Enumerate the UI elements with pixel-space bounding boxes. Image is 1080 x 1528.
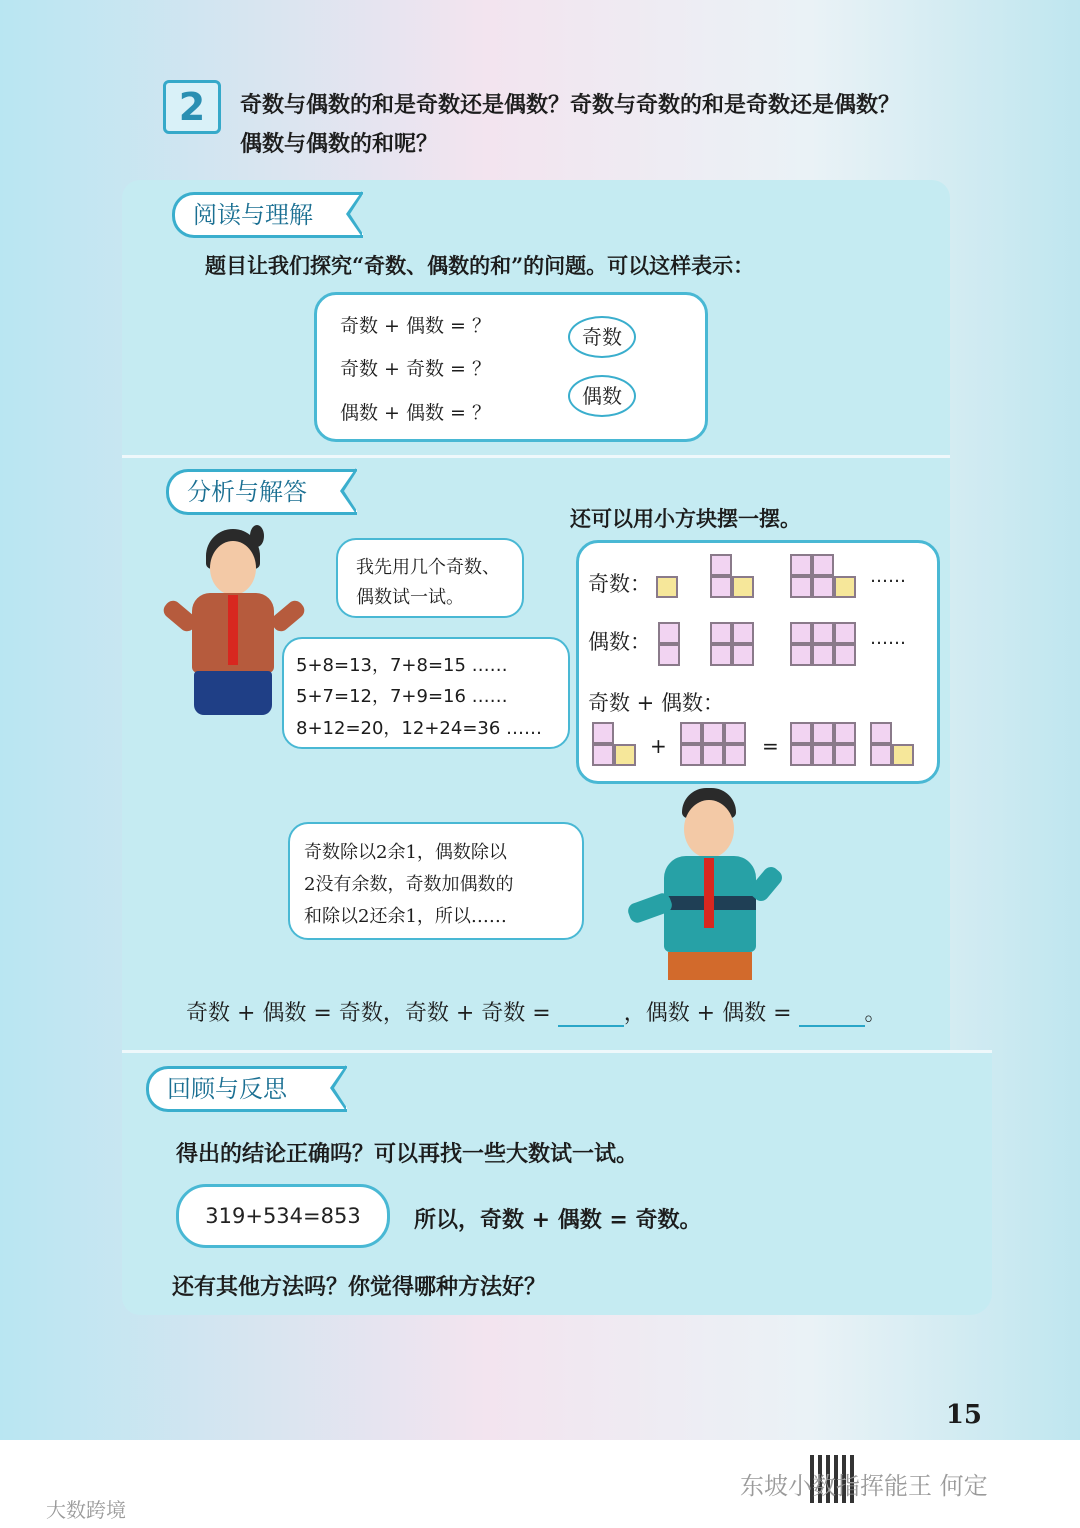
equation-even-even: 偶数 + 偶数 = ？ <box>340 402 491 424</box>
tab-notch <box>350 194 363 234</box>
review-equation: 319+534=853 <box>176 1184 390 1248</box>
page-number: 15 <box>945 1400 982 1430</box>
boy-speech-line3: 和除以2还余1，所以…… <box>304 906 507 927</box>
section-tab-review: 回顾与反思 <box>146 1066 347 1112</box>
boy-speech-line2: 2没有余数，奇数加偶数的 <box>304 874 514 895</box>
odd-dots: …… <box>870 566 906 587</box>
equation-odd-odd: 奇数 + 奇数 = ？ <box>340 358 491 380</box>
section-divider <box>122 1050 992 1053</box>
sum-plus-sign: + <box>650 734 667 758</box>
girl-speech-line2: 偶数试一试。 <box>356 587 464 608</box>
conclusion-line <box>186 996 887 1027</box>
conclusion-end: 。 <box>864 1001 887 1026</box>
boy-speech-line1: 奇数除以2余1，偶数除以 <box>304 842 507 863</box>
oval-even: 偶数 <box>568 375 636 417</box>
equation-odd-even: 奇数 + 偶数 = ？ <box>340 315 491 337</box>
problem-question-line2: 偶数与偶数的和呢？ <box>240 131 439 157</box>
oval-odd: 奇数 <box>568 316 636 358</box>
odd-odd-answer-blank[interactable] <box>558 1003 624 1027</box>
watermark-left: 大数跨境 <box>46 1498 126 1522</box>
watermark-right: 东坡小数指挥能王 何定 <box>740 1472 988 1500</box>
boy-illustration <box>612 788 782 980</box>
tab-notch <box>334 1068 347 1108</box>
example-line3: 8+12=20，12+24=36 …… <box>296 718 543 739</box>
problem-number-badge: 2 <box>163 80 221 134</box>
example-line1: 5+8=13，7+8=15 …… <box>296 655 508 676</box>
blocks-intro: 还可以用小方块摆一摆。 <box>570 506 801 531</box>
even-dots: …… <box>870 628 906 649</box>
odd-label: 奇数： <box>588 572 651 596</box>
review-question2: 还有其他方法吗？你觉得哪种方法好？ <box>172 1274 547 1300</box>
review-result: 所以，奇数 + 偶数 = 奇数。 <box>414 1207 702 1233</box>
problem-question-line1: 奇数与偶数的和是奇数还是偶数？奇数与奇数的和是奇数还是偶数？ <box>240 92 901 118</box>
section-divider <box>122 455 950 458</box>
even-label: 偶数： <box>588 630 651 654</box>
even-even-answer-blank[interactable] <box>799 1003 865 1027</box>
tab-notch <box>344 471 357 511</box>
section-tab-analyze: 分析与解答 <box>166 469 357 515</box>
conclusion-part2: ，偶数 + 偶数 = <box>623 1001 792 1026</box>
section-tab-read: 阅读与理解 <box>172 192 363 238</box>
conclusion-part1: 奇数 + 偶数 = 奇数，奇数 + 奇数 = <box>186 1001 551 1026</box>
girl-speech-line1: 我先用几个奇数、 <box>356 557 500 578</box>
example-line2: 5+7=12，7+9=16 …… <box>296 686 508 707</box>
sum-equals-sign: = <box>762 734 779 758</box>
review-question: 得出的结论正确吗？可以再找一些大数试一试。 <box>176 1141 639 1167</box>
read-intro: 题目让我们探究“奇数、偶数的和”的问题。可以这样表示： <box>205 253 755 278</box>
sum-label: 奇数 + 偶数： <box>588 691 724 715</box>
